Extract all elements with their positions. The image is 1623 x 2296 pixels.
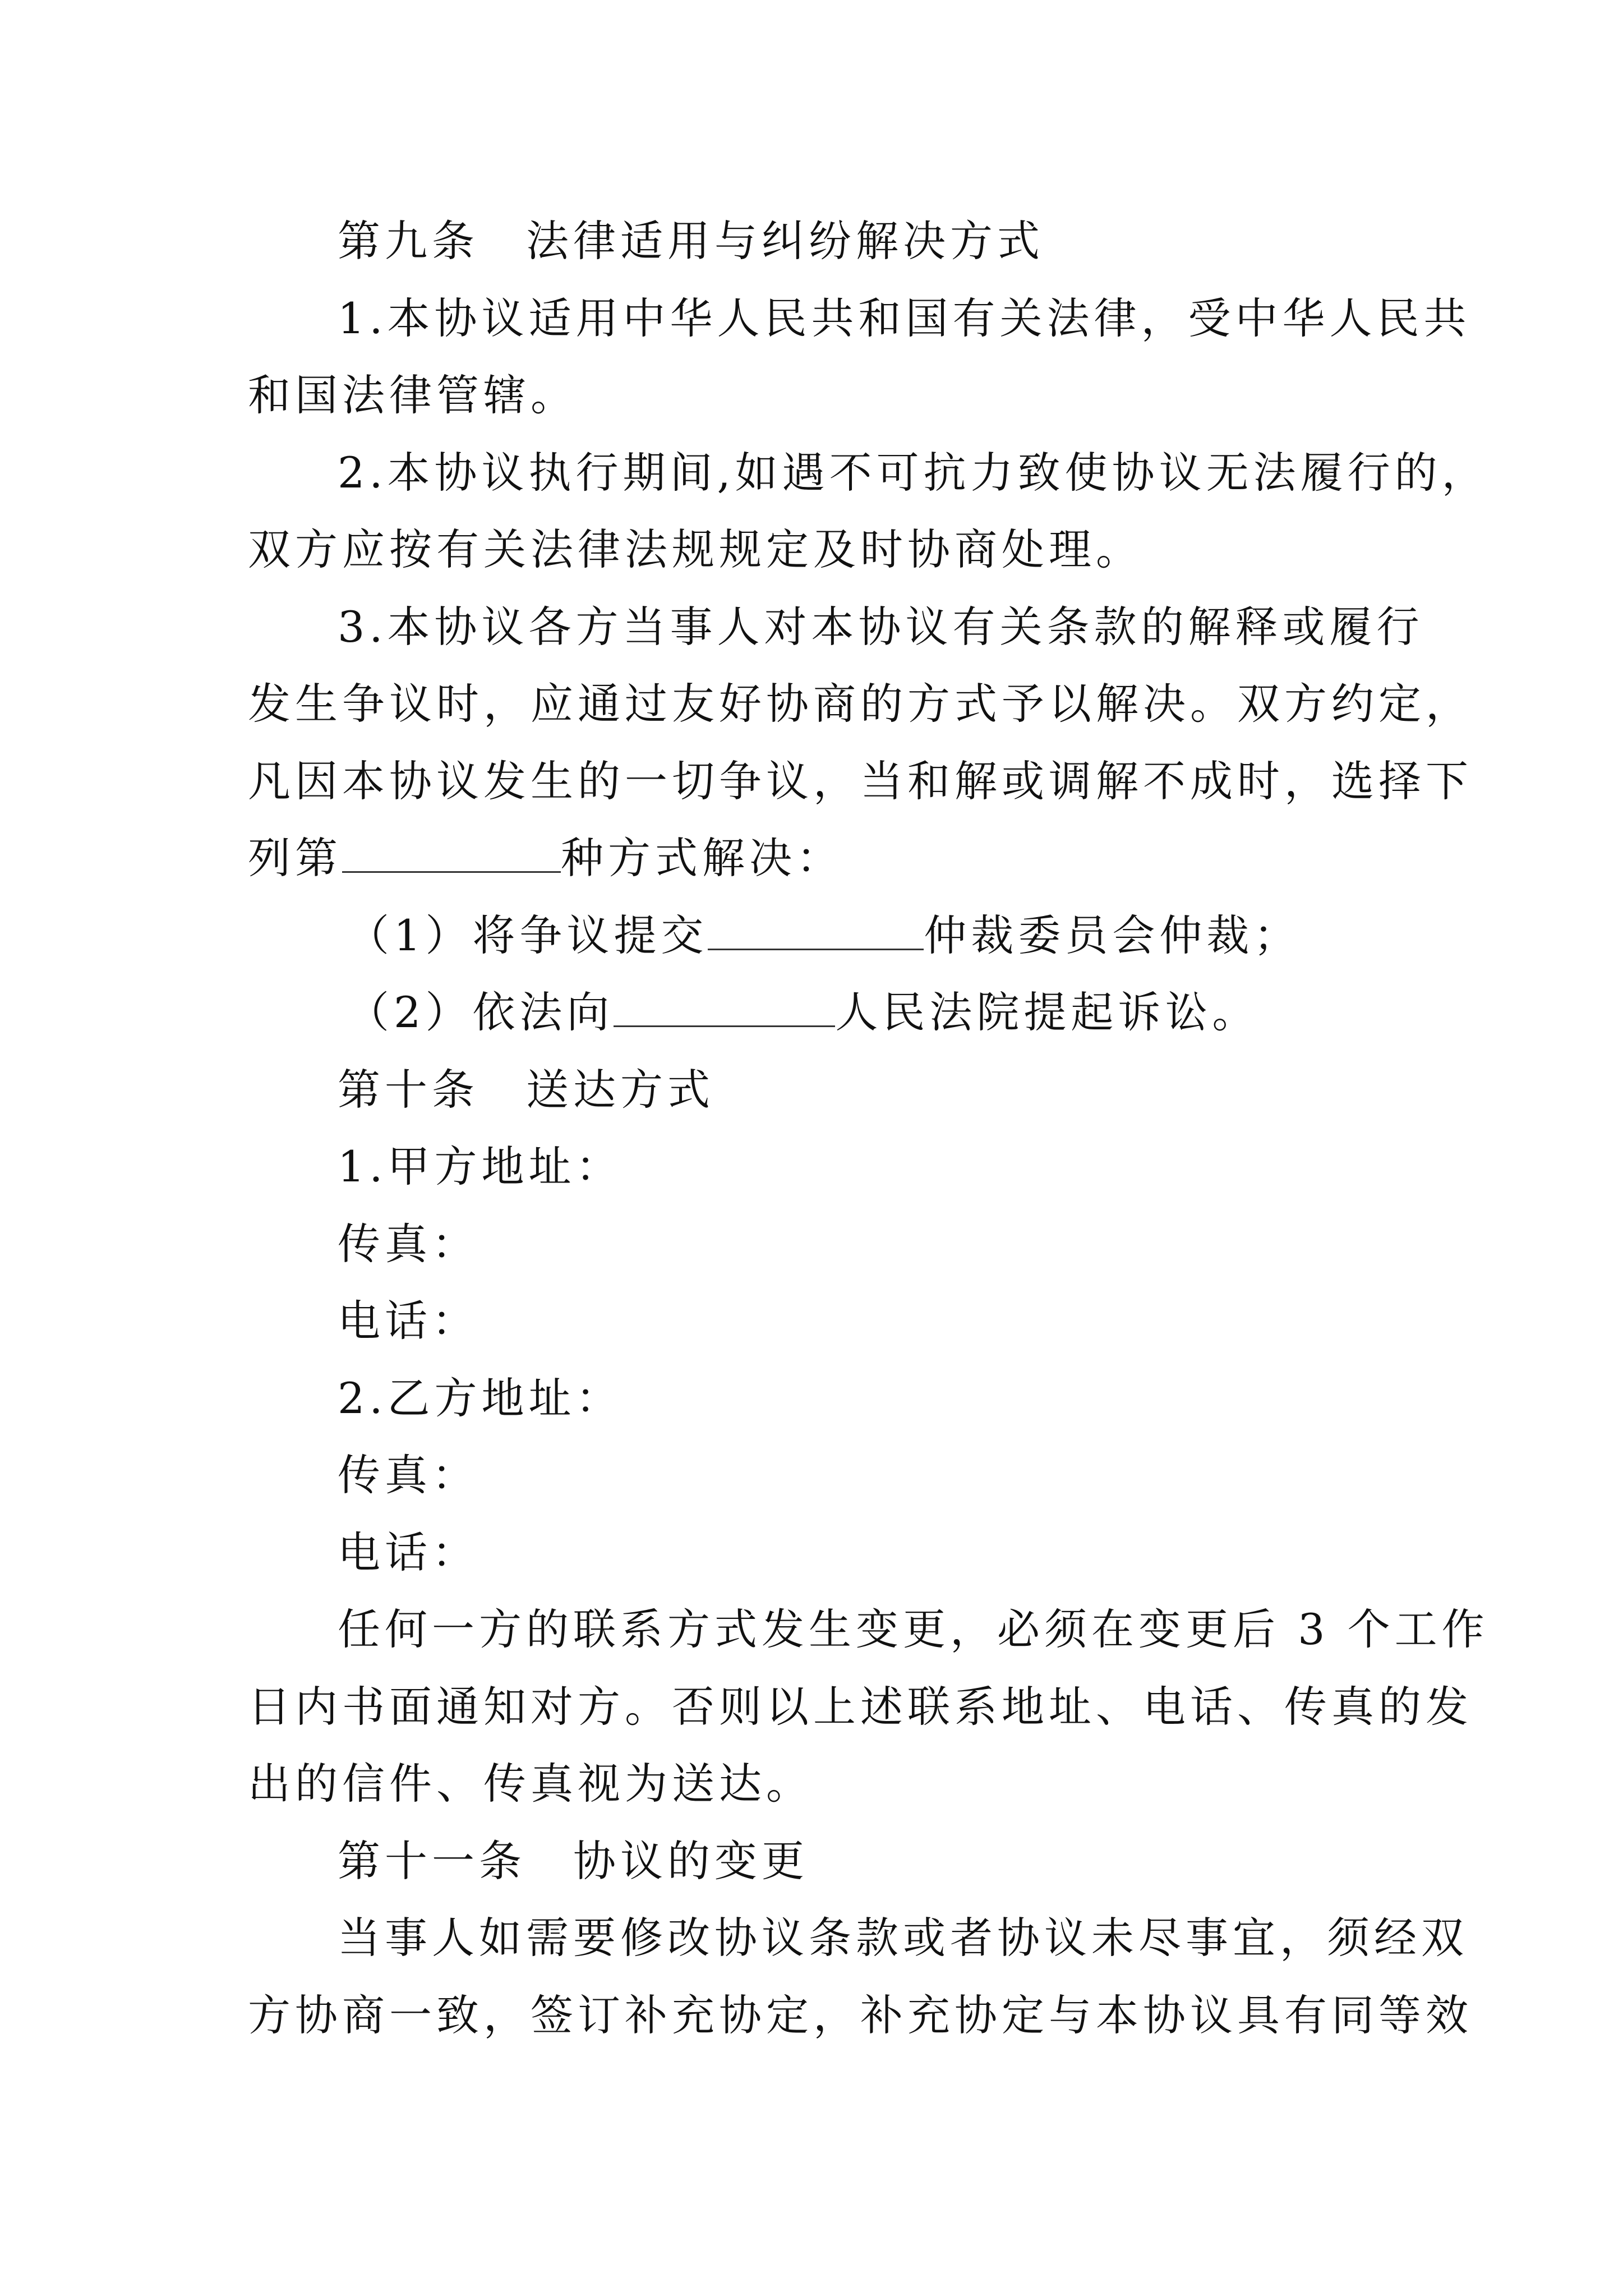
court-blank[interactable] xyxy=(614,986,835,1027)
article-9-clause-1-line-2: 和国法律管辖。 xyxy=(248,370,578,420)
article-9-clause-3-line-2: 发生争议时，应通过友好协商的方式予以解决。双方约定， xyxy=(248,679,1473,729)
party-b-address: 2.乙方地址： xyxy=(338,1373,623,1423)
dispute-choice-line xyxy=(248,830,843,886)
party-a-fax: 传真： xyxy=(338,1219,479,1269)
article-9-clause-3-line-1: 3.本协议各方当事人对本协议有关条款的解释或履行 xyxy=(338,602,1424,652)
option-2-litigation xyxy=(347,984,1259,1041)
article-9-clause-1-line-1: 1.本协议适用中华人民共和国有关法律，受中华人民共 xyxy=(338,293,1471,343)
contact-change-line-2: 日内书面通知对方。否则以上述联系地址、电话、传真的发 xyxy=(248,1682,1473,1732)
option-1-prefix: （1）将争议提交 xyxy=(347,910,708,960)
article-9-clause-2-line-2: 双方应按有关法律法规规定及时协商处理。 xyxy=(248,524,1143,574)
choice-suffix: 种方式解决： xyxy=(561,833,843,883)
option-1-arbitration xyxy=(347,908,1301,964)
contact-change-line-1: 任何一方的联系方式发生变更，必须在变更后 3 个工作 xyxy=(338,1604,1489,1654)
choice-blank[interactable] xyxy=(342,832,561,873)
article-9-title: 第九条 法律适用与纠纷解决方式 xyxy=(338,216,1044,266)
party-b-fax: 传真： xyxy=(338,1450,479,1500)
contact-change-line-3: 出的信件、传真视为送达。 xyxy=(248,1759,813,1809)
arbitration-committee-blank[interactable] xyxy=(708,909,924,950)
party-a-phone: 电话： xyxy=(338,1296,479,1346)
party-a-address: 1.甲方地址： xyxy=(338,1142,623,1191)
article-10-title: 第十条 送达方式 xyxy=(338,1065,714,1115)
option-2-prefix: （2）依法向 xyxy=(347,987,614,1037)
option-2-suffix: 人民法院提起诉讼。 xyxy=(835,987,1260,1037)
article-11-line-1: 当事人如需要修改协议条款或者协议未尽事宜，须经双 xyxy=(338,1913,1468,1963)
article-11-line-2: 方协商一致，签订补充协定，补充协定与本协议具有同等效 xyxy=(248,1990,1473,2040)
choice-prefix: 列第 xyxy=(248,833,342,883)
option-1-suffix: 仲裁委员会仲裁； xyxy=(924,910,1301,960)
article-11-title: 第十一条 协议的变更 xyxy=(338,1836,809,1886)
article-9-clause-3-line-3: 凡因本协议发生的一切争议，当和解或调解不成时，选择下 xyxy=(248,756,1473,806)
party-b-phone: 电话： xyxy=(338,1527,479,1577)
article-9-clause-2-line-1: 2.本协议执行期间,如遇不可抗力致使协议无法履行的， xyxy=(338,448,1489,498)
